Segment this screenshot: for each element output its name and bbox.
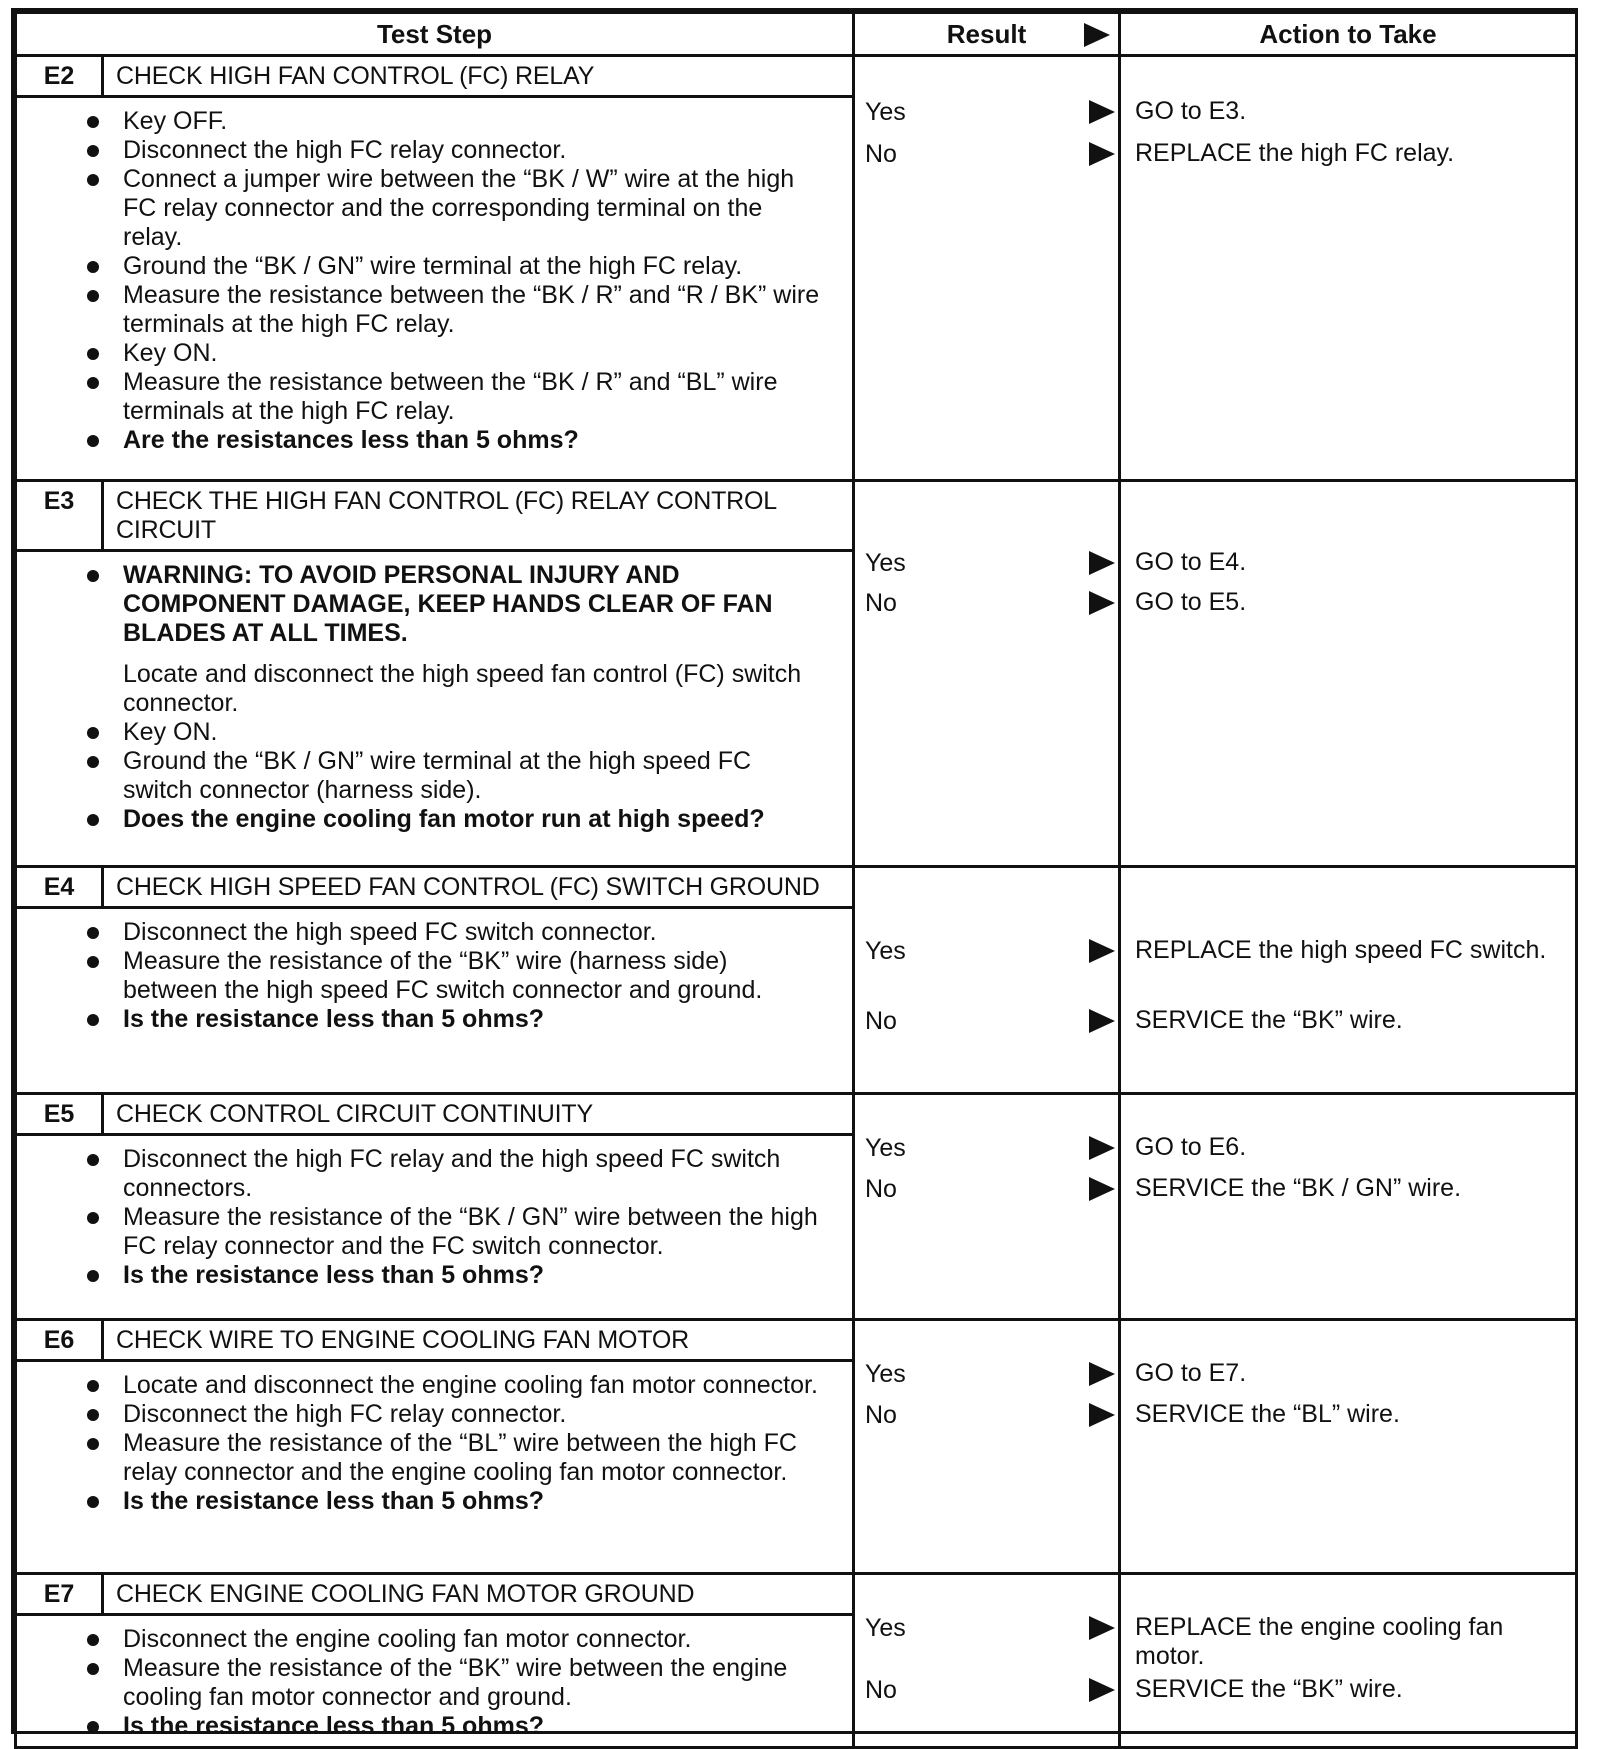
step-row-e6 [16,1320,1577,1574]
list-item: Disconnect the high FC relay connector. [123,1400,822,1429]
step-header [17,1095,852,1136]
step-title: CHECK HIGH FAN CONTROL (FC) RELAY [116,62,595,90]
action-header: Action to Take [1120,13,1577,56]
yes-action: REPLACE the engine cooling fan motor. [1135,1613,1504,1670]
step-question: Does the engine cooling fan motor run at high speed? [123,805,822,834]
result-yes [865,97,1115,127]
step-instructions [17,909,852,1039]
action-cell [1120,1320,1577,1574]
result-yes-label: Yes [865,98,906,126]
no-action: REPLACE the high FC relay. [1135,139,1455,167]
list-item: Disconnect the engine cooling fan motor connector. [123,1625,822,1654]
step-title: CHECK WIRE TO ENGINE COOLING FAN MOTOR [116,1326,690,1354]
no-action: SERVICE the “BL” wire. [1135,1400,1400,1428]
action-cell [1120,867,1577,1094]
list-item: Disconnect the high speed FC switch connector. [123,918,822,947]
result-header [854,13,1120,56]
result-yes-label: Yes [865,1614,906,1642]
step-question: Is the resistance less than 5 ohms? [123,1487,822,1516]
arrow-right-icon [1084,23,1110,47]
result-cell [854,1320,1120,1574]
step-question: Are the resistances less than 5 ohms? [123,426,822,455]
list-item: Measure the resistance of the “BK” wire (harness side) between the high speed FC switch connector and ground. [123,947,822,1005]
arrow-right-icon [1089,1678,1115,1702]
step-id: E3 [17,482,104,549]
arrow-right-icon [1089,551,1115,575]
yes-action: GO to E4. [1135,548,1247,576]
result-cell [854,481,1120,867]
result-header-label: Result [946,18,1027,49]
result-no [865,588,1115,618]
result-no [865,139,1115,169]
step-question: Is the resistance less than 5 ohms? [123,1712,822,1741]
step-instructions [17,98,852,460]
step-id: E7 [17,1575,104,1613]
action-cell [1120,56,1577,481]
step-cell [16,1320,854,1574]
no-action: SERVICE the “BK” wire. [1135,1006,1403,1034]
list-item: Disconnect the high FC relay connector. [123,136,822,165]
list-item: Ground the “BK / GN” wire terminal at the high FC relay. [123,252,822,281]
step-row-e2 [16,56,1577,481]
step-title: CHECK THE HIGH FAN CONTROL (FC) RELAY CONTROL CIRCUIT [116,487,777,544]
list-item: Ground the “BK / GN” wire terminal at the high speed FC switch connector (harness side). [123,747,822,805]
result-cell [854,1094,1120,1320]
result-no-label: No [865,589,897,617]
arrow-right-icon [1089,1362,1115,1386]
arrow-right-icon [1089,591,1115,615]
step-header [17,57,852,98]
list-item: Measure the resistance between the “BK / R” and “BL” wire terminals at the high FC relay. [123,368,822,426]
list-item: Measure the resistance of the “BK / GN” wire between the high FC relay connector and the FC switch connector. [123,1203,822,1261]
arrow-right-icon [1089,1009,1115,1033]
no-action: SERVICE the “BK” wire. [1135,1675,1403,1703]
step-instructions [17,552,852,839]
step-cell [16,1094,854,1320]
action-cell [1120,1574,1577,1748]
list-item: Key ON. [123,718,822,747]
arrow-right-icon [1089,100,1115,124]
step-header [17,482,852,552]
result-no [865,1006,1115,1036]
step-id: E2 [17,57,104,95]
arrow-right-icon [1089,1136,1115,1160]
test-step-header: Test Step [16,13,854,56]
result-yes-label: Yes [865,937,906,965]
list-item: Key ON. [123,339,822,368]
result-yes [865,1133,1115,1163]
list-item: Locate and disconnect the engine cooling fan motor connector. [123,1371,822,1400]
list-item: Measure the resistance between the “BK / R” and “R / BK” wire terminals at the high FC relay. [123,281,822,339]
step-cell [16,56,854,481]
yes-action: GO to E3. [1135,97,1247,125]
result-yes-label: Yes [865,1360,906,1388]
result-yes [865,936,1115,966]
diagnostic-table [14,11,1578,1749]
result-cell [854,867,1120,1094]
result-no-label: No [865,140,897,168]
header-row [16,13,1577,56]
result-yes [865,548,1115,578]
step-cell [16,481,854,867]
paragraph-text: Locate and disconnect the high speed fan control (FC) switch connector. [123,660,802,717]
result-no-label: No [865,1175,897,1203]
step-cell [16,867,854,1094]
step-title: CHECK ENGINE COOLING FAN MOTOR GROUND [116,1580,695,1608]
list-item: Connect a jumper wire between the “BK / W” wire at the high FC relay connector and the corresponding terminal on the relay. [123,165,822,252]
step-row-e7 [16,1574,1577,1748]
yes-action: GO to E6. [1135,1133,1247,1161]
no-action: SERVICE the “BK / GN” wire. [1135,1174,1462,1202]
step-row-e4 [16,867,1577,1094]
step-cell [16,1574,854,1748]
result-no [865,1400,1115,1430]
arrow-right-icon [1089,1403,1115,1427]
step-question: Is the resistance less than 5 ohms? [123,1005,822,1034]
arrow-right-icon [1089,1177,1115,1201]
step-instructions [17,1616,852,1746]
arrow-right-icon [1089,142,1115,166]
result-cell [854,56,1120,481]
yes-action: REPLACE the high speed FC switch. [1135,936,1547,964]
step-header [17,1575,852,1616]
result-no [865,1174,1115,1204]
step-id: E4 [17,868,104,906]
arrow-right-icon [1089,939,1115,963]
result-yes-label: Yes [865,549,906,577]
step-id: E5 [17,1095,104,1133]
action-cell [1120,481,1577,867]
list-item: Disconnect the high FC relay and the high speed FC switch connectors. [123,1145,822,1203]
step-row-e3 [16,481,1577,867]
list-item: Measure the resistance of the “BK” wire between the engine cooling fan motor connector and ground. [123,1654,822,1712]
step-title: CHECK HIGH SPEED FAN CONTROL (FC) SWITCH GROUND [116,873,820,901]
action-cell [1120,1094,1577,1320]
result-no-label: No [865,1676,897,1704]
result-yes [865,1613,1115,1643]
warning-text: WARNING: TO AVOID PERSONAL INJURY AND COMPONENT DAMAGE, KEEP HANDS CLEAR OF FAN BLADES AT ALL TIMES. [123,561,822,648]
step-title: CHECK CONTROL CIRCUIT CONTINUITY [116,1100,593,1128]
list-item: Measure the resistance of the “BL” wire between the high FC relay connector and the engine cooling fan motor connector. [123,1429,822,1487]
step-row-e5 [16,1094,1577,1320]
diagnostic-table-sheet [11,8,1578,1740]
result-no-label: No [865,1401,897,1429]
step-header [17,868,852,909]
result-cell [854,1574,1120,1748]
step-header [17,1321,852,1362]
yes-action: GO to E7. [1135,1359,1247,1387]
result-no [865,1675,1115,1705]
list-item: Key OFF. [123,107,822,136]
step-question: Is the resistance less than 5 ohms? [123,1261,822,1290]
result-yes-label: Yes [865,1134,906,1162]
step-instructions [17,1362,852,1521]
no-action: GO to E5. [1135,588,1247,616]
step-id: E6 [17,1321,104,1359]
result-no-label: No [865,1007,897,1035]
result-yes [865,1359,1115,1389]
arrow-right-icon [1089,1616,1115,1640]
step-instructions [17,1136,852,1295]
